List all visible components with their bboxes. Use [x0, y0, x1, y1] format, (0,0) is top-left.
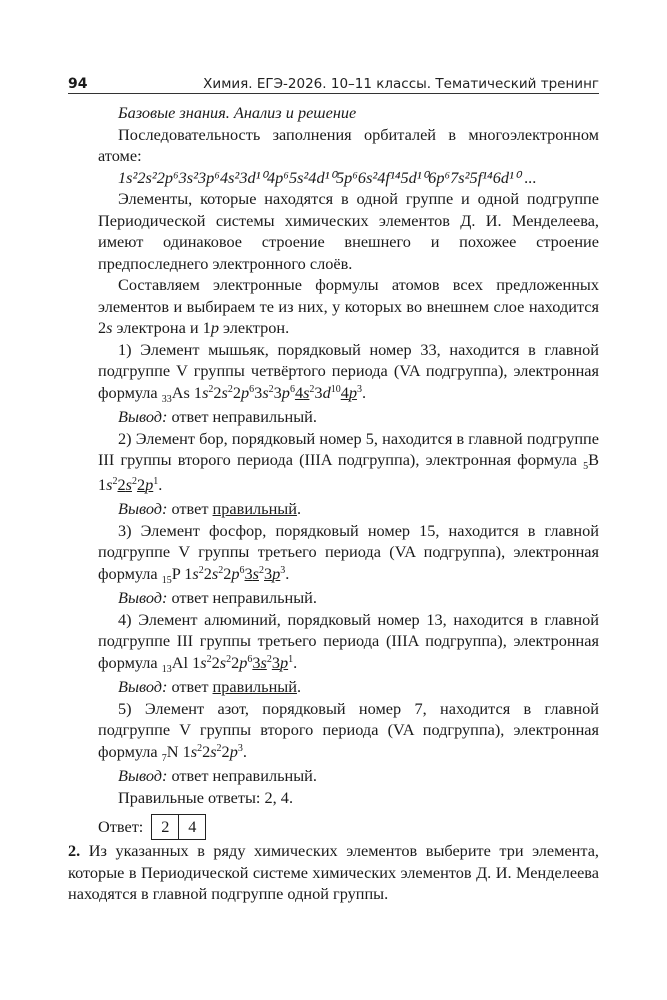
header-rule — [68, 93, 599, 94]
conclusion-1: Вывод: ответ неправильный. — [118, 407, 317, 426]
section-heading: Базовые знания. Анализ и решение — [118, 103, 357, 122]
conclusion-2: Вывод: ответ правильный. — [118, 499, 302, 518]
answer-cell: 4 — [178, 815, 205, 839]
answer-cell: 2 — [161, 817, 170, 837]
method-paragraph: Составляем электронные формулы атомов всех предложенных элементов и выбираем те из них, у которых во внешнем слое находится 2s электрона и 1p электрон. — [98, 275, 599, 337]
page-number: 94 — [68, 76, 88, 92]
orbital-sequence: 1s²2s²2p⁶3s²3p⁶4s²3d¹⁰4p⁶5s²4d¹⁰5p⁶6s²4f¹⁴5d¹⁰6p⁶7s²5f¹⁴6d¹⁰ ... — [118, 167, 537, 187]
item-phosphorus: 3) Элемент фосфор, порядковый номер 15, находится в главной подгруппе V группы третьего периода (VA подгруппа), электронная формула $_{15}$P $1s^22s^22p^63s^23p^3$. — [98, 520, 599, 586]
conclusion-5: Вывод: ответ неправильный. — [118, 766, 317, 785]
item-aluminium: 4) Элемент алюминий, порядковый номер 13, находится в главной подгруппе III группы третьего периода (IIIA подгруппа), электронная формула $_{13}$Al $1s^22s^22p^63s^23p^1$. — [98, 609, 599, 675]
groups-paragraph: Элементы, которые находятся в одной группе и одной подгруппе Периодической системы химических элементов Д. И. Менделеева, имеют одинаковое строение внешнего и похожее строение предпоследнего электронного слоёв. — [98, 189, 599, 273]
answer-box — [151, 814, 206, 840]
running-title: Химия. ЕГЭ-2026. 10–11 классы. Тематический тренинг — [203, 76, 599, 92]
answer-row — [98, 814, 599, 840]
task-2: 2. Из указанных в ряду химических элементов выберите три элемента, которые в Периодической системе химических элементов Д. И. Менделеева находятся в главной подгруппе одной группы. — [68, 841, 599, 903]
page-body — [68, 102, 599, 905]
correct-answers: Правильные ответы: 2, 4. — [118, 787, 294, 807]
item-nitrogen: 5) Элемент азот, порядковый номер 7, находится в главной подгруппе V группы второго периода (VA подгруппа), электронная формула $_7$N $1s^22s^22p^3$. — [98, 698, 599, 764]
conclusion-4: Вывод: ответ правильный. — [118, 677, 302, 696]
page-header — [68, 70, 599, 92]
item-boron: 2) Элемент бор, порядковый номер 5, находится в главной подгруппе III группы второго периода (IIIA подгруппа), электронная формула $_5$B $1s^22s^22p^1$. — [98, 428, 599, 494]
conclusion-3: Вывод: ответ неправильный. — [118, 588, 317, 607]
answer-label: Ответ: — [98, 817, 144, 837]
item-arsenic: 1) Элемент мышьяк, порядковый номер 33, находится в главной подгруппе V группы четвёртого периода (VA подгруппа), электронная формула $_{33}$As $1s^22s^22p^63s^23p^64s^23d^{10}4p^3$. — [98, 339, 599, 405]
intro-paragraph: Последовательность заполнения орбиталей в многоэлектронном атоме: — [98, 124, 599, 165]
